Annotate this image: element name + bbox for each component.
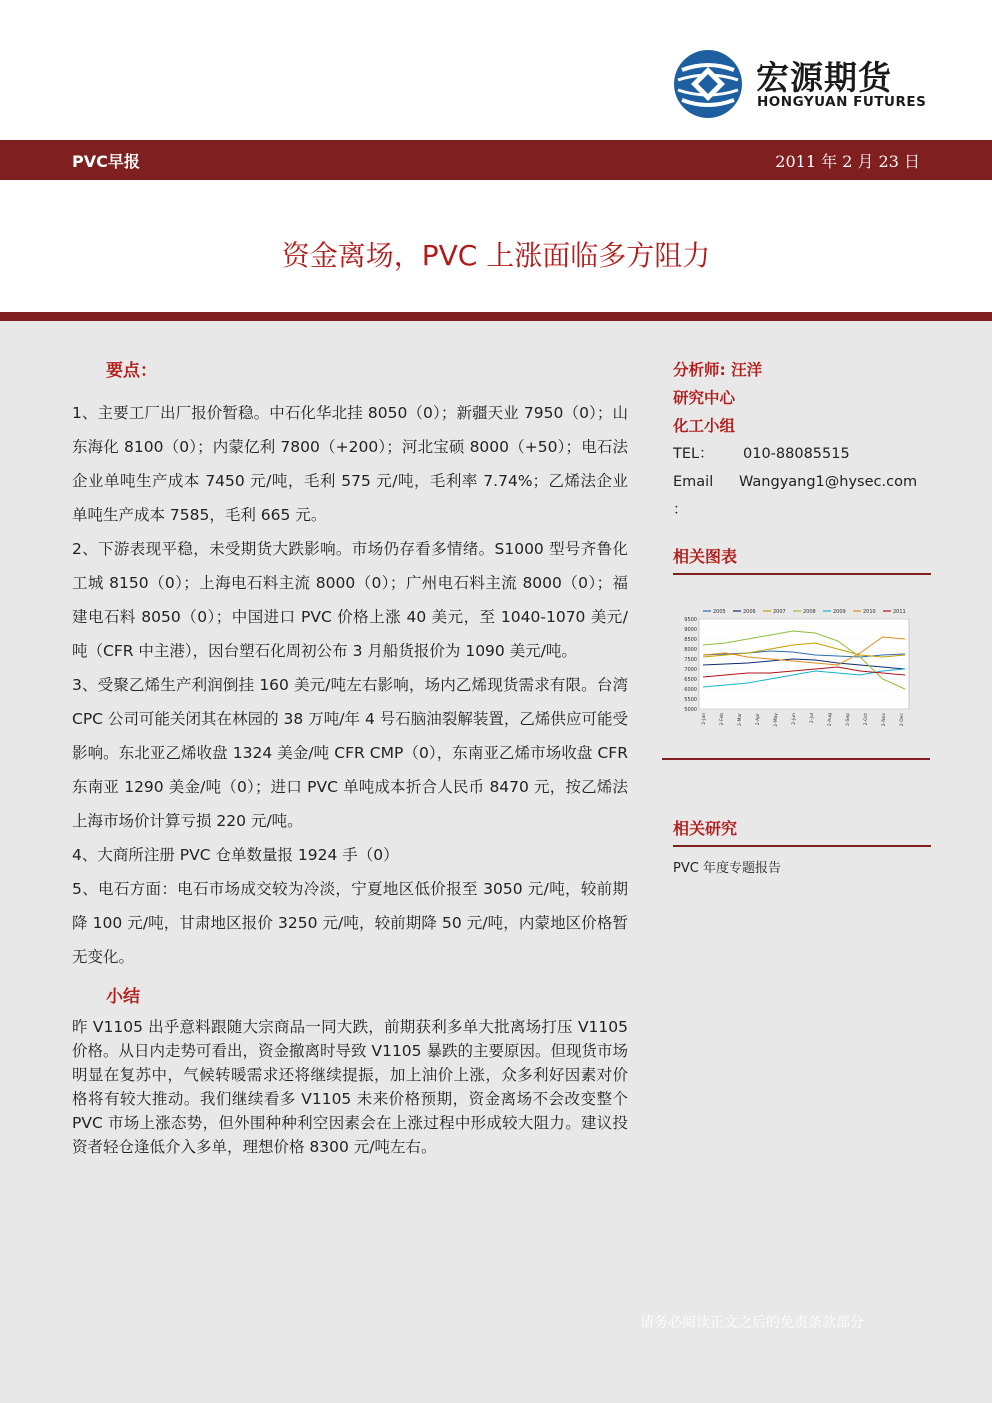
related-research-item[interactable]: PVC 年度专题报告 [673,861,781,876]
key-point-4: 4、大商所注册 PVC 仓单数量报 1924 手（0） [72,846,399,864]
key-points-heading: 要点： [106,361,157,381]
legend-label: 2009 [833,609,846,615]
legend-label: 2008 [803,609,816,615]
hongyuan-logo-icon [672,48,744,120]
legend-label: 2007 [773,609,786,615]
y-tick-label: 6000 [684,687,697,693]
y-tick-label: 8500 [684,637,697,643]
email-row [673,468,931,496]
summary-text: 昨 V1105 出乎意料跟随大宗商品一同大跌，前期获利多单大批离场打压 V1105 价格。从日内走势可看出，资金撤离时导致 V1105 暴跌的主要原因。但现货市场明显在复苏中，气候转暖需求还将继续提振，加上油价上涨，众多利好因素对价格将有较大推动。我们继续看多 V1105 未来价格预期，资金离场不会改变整个 PVC 市场上涨态势，但外围种种利空因素会在上涨过程中形成较大阻力。建议投资者轻仓逢低介入多单，理想价格 8300 元/吨左右。 [72,1018,628,1156]
y-tick-label: 6500 [684,677,697,683]
dept-chemical-group: 化工小组 [673,417,736,435]
brand-name-en: HONGYUAN FUTURES [757,94,927,110]
x-tick-label: 2-Nov [882,713,887,727]
x-tick-label: 2-Jan [702,713,707,725]
report-date: 2011 年 2 月 23 日 [775,152,920,171]
key-point-5: 5、电石方面：电石市场成交较为冷淡，宁夏地区低价报至 3050 元/吨，较前期降 100 元/吨，甘肃地区报价 3250 元/吨，较前期降 50 元/吨，内蒙地区价格暂无变化。 [72,880,628,966]
x-tick-label: 2-Jun [792,713,797,725]
chart-bottom-rule [662,758,930,760]
x-tick-label: 2-Oct [864,713,869,726]
x-tick-label: 2-Sep [846,713,851,726]
y-tick-label: 5000 [684,707,697,713]
y-tick-label: 9000 [684,627,697,633]
sidebar [673,356,931,575]
x-tick-label: 2-Apr [756,713,761,726]
key-point-1: 1、主要工厂出厂报价暂稳。中石化华北挂 8050（0）；新疆天业 7950（0）；山东海化 8100（0）；内蒙亿利 7800（+200）；河北宝硕 8000（+50）；电石法企业单吨生产成本 7450 元/吨，毛利 575 元/吨，毛利率 7.74%；乙烯法企业单吨生产成本 7585，毛利 665 元。 [72,404,628,524]
email-label: Email [673,474,714,490]
legend-label: 2006 [743,609,756,615]
tel-label: TEL： [673,446,714,462]
email-colon: ： [673,502,688,518]
tel-value: 010-88085515 [743,446,850,462]
page-header [0,0,992,140]
legend-label: 2011 [893,609,906,615]
disclaimer-note: 请务必阅读正文之后的免责条款部分 [640,1315,864,1331]
key-point-3: 3、受聚乙烯生产利润倒挂 160 美元/吨左右影响，场内乙烯现货需求有限。台湾 CPC 公司可能关闭其在林园的 38 万吨/年 4 号石脑油裂解装置，乙烯供应可能受影响。东北亚乙烯收盘 1324 美金/吨 CFR CMP（0），东南亚乙烯市场收盘 CFR 东南亚 1290 美金/吨（0）；进口 PVC 单吨成本折合人民币 8470 元，按乙烯法上海市场价计算亏损 220 元/吨。 [72,676,628,830]
y-tick-label: 5500 [684,697,697,703]
x-tick-label: 2-Feb [720,713,725,726]
title-divider [0,312,992,321]
page-title: 资金离场，PVC 上涨面临多方阻力 [281,239,711,272]
analyst-name: 分析师: 汪洋 [673,361,763,379]
dept-research-center: 研究中心 [673,389,736,407]
report-type: PVC早报 [72,152,140,171]
y-tick-label: 9500 [684,617,697,623]
pvc-price-chart [673,605,913,740]
x-tick-label: 2-Aug [828,713,833,727]
tel-row [673,440,931,468]
x-tick-label: 2-Mar [738,713,743,726]
related-research [673,816,931,876]
legend-label: 2010 [863,609,876,615]
x-tick-label: 2-Dec [900,713,905,727]
key-point-2: 2、下游表现平稳，未受期货大跌影响。市场仍存看多情绪。S1000 型号齐鲁化工城 8150（0）；上海电石料主流 8000（0）；广州电石料主流 8000（0）；福建电石料 8050（0）；中国进口 PVC 价格上涨 40 美元，至 1040-1070 美元/吨（CFR 中主港），因台塑石化周初公布 3 月船货报价为 1090 美元/吨。 [72,540,628,660]
x-tick-label: 2-May [774,713,779,727]
x-tick-label: 2-Jul [810,713,815,724]
y-tick-label: 7000 [684,667,697,673]
y-tick-label: 7500 [684,657,697,663]
summary-heading: 小结 [106,987,140,1007]
main-column [72,356,628,1159]
related-charts-heading: 相关图表 [673,544,931,575]
related-research-heading: 相关研究 [673,816,931,847]
legend-label: 2005 [713,609,726,615]
email-value[interactable]: Wangyang1@hysec.com [739,474,918,490]
y-tick-label: 8000 [684,647,697,653]
brand-name-cn: 宏源期货 [756,58,892,97]
